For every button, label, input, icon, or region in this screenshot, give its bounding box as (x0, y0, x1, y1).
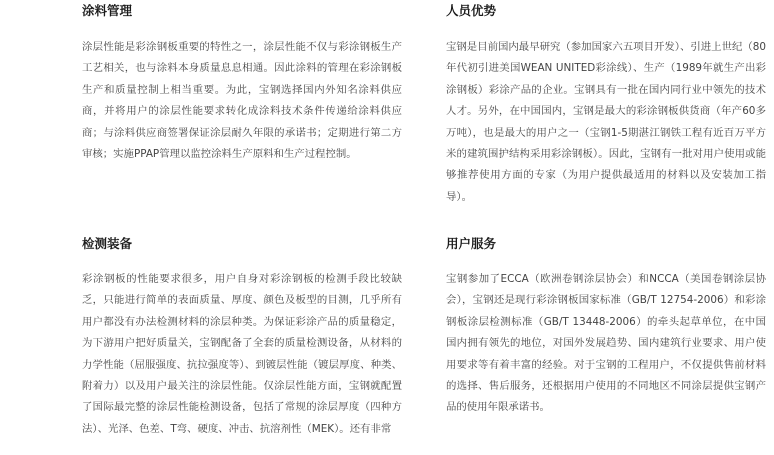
section-title: 人员优势 (446, 3, 497, 18)
section-body: 宝钢参加了ECCA（欧洲卷钢涂层协会）和NCCA（美国卷钢涂层协会），宝钢还是现行彩涂钢板国家标准（GB/T 12754-2006）和彩涂钢板涂层检测标准（GB/T 13448-2006）的牵头起草单位，在中国国内拥有领先的地位，对国外发展趋势、国内建筑行业要求、用户使用要求等有着丰富的经验。对于宝钢的工程用户，不仅提供售前材料的选择、售后服务，还根据用户使用的不同地区不同涂层提供宝钢产品的使用年限承诺书。 (446, 273, 766, 414)
section-body: 宝钢是目前国内最早研究（参加国家六五项目开发）、引进上世纪（80年代初引进美国WEAN UNITED彩涂线）、生产（1989年就生产出彩涂钢板）彩涂产品的企业。宝钢具有一批在国内同行业中领先的技术人才。另外，在中国国内，宝钢是最大的彩涂钢板供货商（年产60多万吨），也是最大的用户之一（宝钢1-5期湛江钢铁工程有近百万平方米的建筑围护结构采用彩涂钢板）。因此，宝钢有一批对用户使用或能够推荐使用方面的专家（为用户提供最适用的材料以及安装加工指导）。 (446, 41, 766, 203)
section-body: 彩涂钢板的性能要求很多，用户自身对彩涂钢板的检测手段比较缺乏，只能进行简单的表面质量、厚度、颜色及板型的目测，几乎所有用户都没有办法检测材料的涂层种类。为保证彩涂产品的质量稳定，为下游用户把好质量关，宝钢配备了全套的质量检测设备，从材料的力学性能（屈服强度、抗拉强度等）、到镀层性能（镀层厚度、种类、附着力）以及用户最关注的涂层性能。仅涂层性能方面，宝钢就配置了国际最完整的涂层性能检测设备，包括了常规的涂层厚度（四种方法）、光泽、色差、T弯、硬度、冲击、抗溶剂性（MEK）。还有非常 (82, 273, 402, 435)
section-testing-equipment (82, 236, 402, 440)
section-title: 涂料管理 (82, 3, 133, 18)
section-title: 检测装备 (82, 236, 133, 251)
section-personnel-advantage (446, 3, 766, 208)
section-title: 用户服务 (446, 236, 497, 251)
section-customer-service (446, 236, 766, 419)
section-body: 涂层性能是彩涂钢板重要的特性之一，涂层性能不仅与彩涂钢板生产工艺相关，也与涂料本身质量息息相通。因此涂料的管理在彩涂钢板生产和质量控制上相当重要。为此，宝钢选择国内外知名涂料供应商，并将用户的涂层性能要求转化成涂料技术条件传递给涂料供应商；与涂料供应商签署保证涂层耐久年限的承诺书；定期进行第二方审核；实施PPAP管理以监控涂料生产原料和生产过程控制。 (82, 41, 402, 161)
section-coating-management (82, 3, 402, 165)
